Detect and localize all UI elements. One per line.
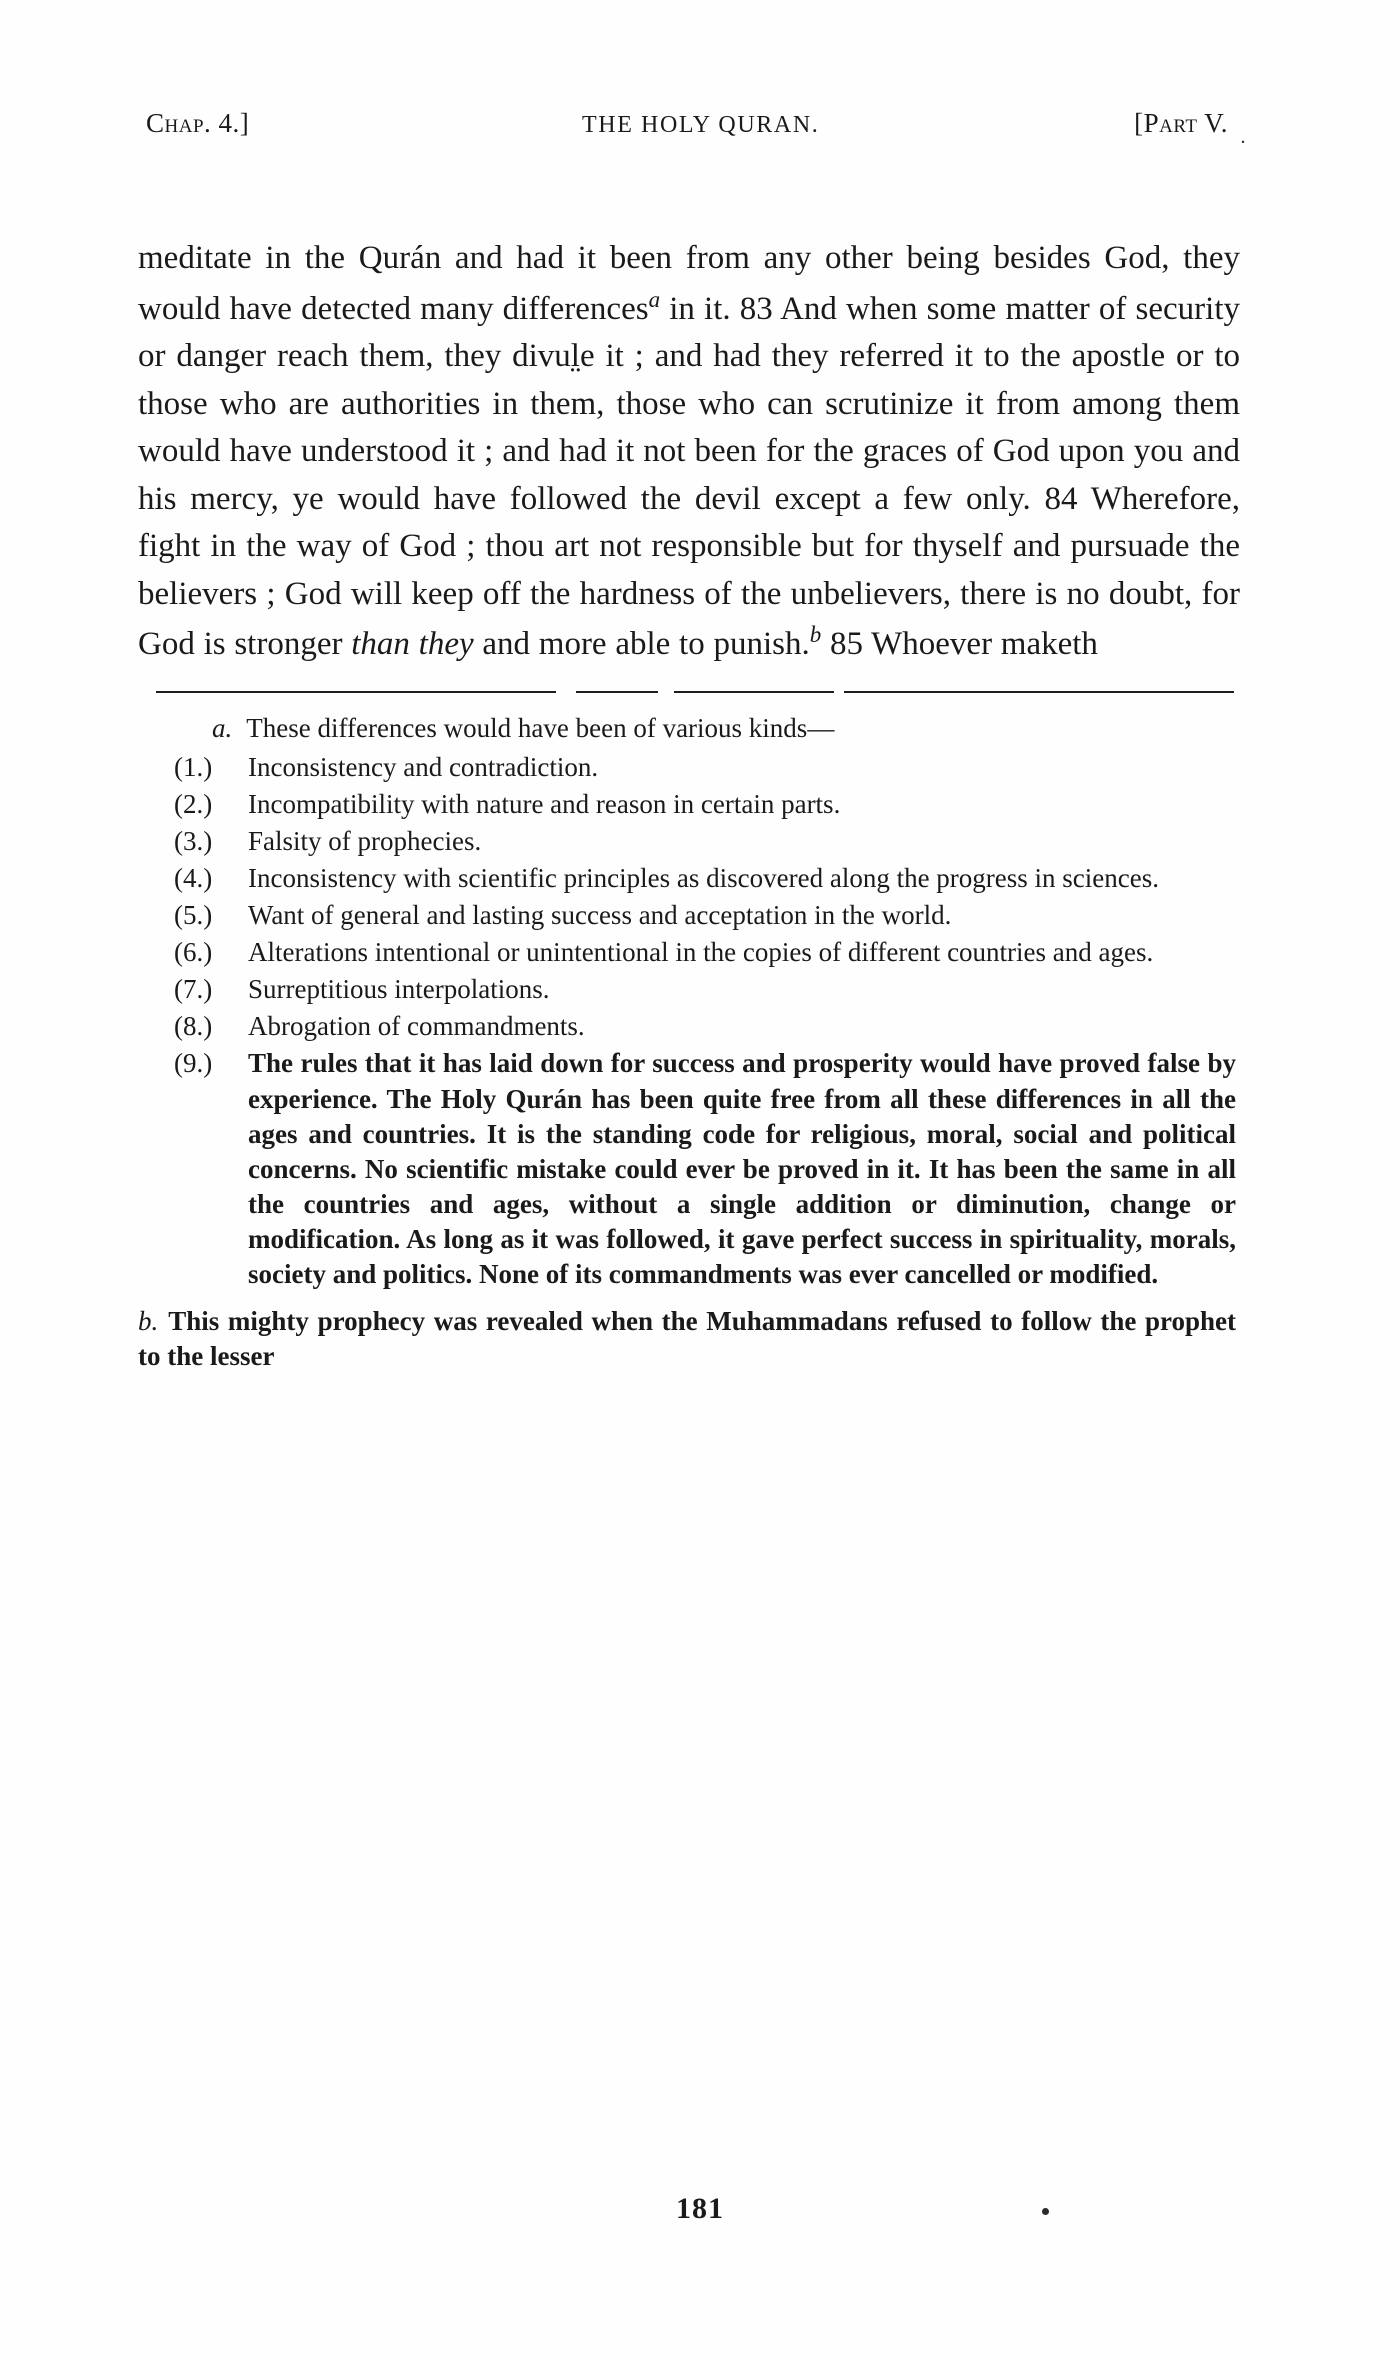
footnote-list-item [138,1009,1236,1044]
footnote-item-text: Surreptitious interpolations. [248,974,550,1005]
running-head [146,108,1246,148]
footnote-b-text: This mighty prophecy was revealed when the Muhammadans refused to follow the prophet to the lesser [138,1306,1236,1372]
footnote-list-item [138,898,1236,933]
page-content [138,108,1248,1374]
body-text-italic-than: than they [351,626,474,663]
footnote-item-number: (6.) [174,937,213,968]
footnote-a-heading [212,711,1236,746]
footnote-item-number: (1.) [174,751,213,782]
footnote-item-number: (5.) [174,900,213,931]
footnote-list-item [138,972,1236,1007]
footnote-item-number: (9.) [174,1048,213,1079]
footnote-item-text: Incompatibility with nature and reason in certain parts. [248,788,841,819]
footnote-item-number: (3.) [174,825,213,856]
footnote-item-text: Want of general and lasting success and acceptation in the world. [248,900,952,931]
running-head-part [1134,108,1246,148]
body-text-part-2: in it. 83 And when some matter of security or danger reach them, they divul̤e it ; and had they referred it to the apostle or to those who are authorities in them, those who can scrutinize it from among them would have understood it ; and had it not been for the graces of God upon you and his mercy, ye would have followed the devil except a few only. 84 Wherefore, fight in the way of God ; thou art not responsible but for thyself and pursuade the believers ; God will keep off the hardness of the unbelievers, there is no doubt, for God is stronger [138,290,1240,663]
footnote-item-number: (4.) [174,863,213,894]
footnote-item-text: Falsity of prophecies. [248,825,482,856]
footnote-item-text: Inconsistency with scientific principles as discovered along the progress in sciences. [248,863,1159,894]
footnote-list-item [138,750,1236,785]
footnote-marker-a: a [648,286,661,312]
body-text-part-3: and more able to punish. [473,626,810,663]
footnote-list-item [138,861,1236,896]
running-head-title: THE HOLY QURAN. [582,112,820,138]
footnote-item-number: (7.) [174,974,213,1005]
stray-ink-mark [1042,2208,1049,2215]
body-paragraph [138,235,1240,669]
running-head-chapter: Chap. 4.] [146,108,250,138]
footnote-list-item [138,824,1236,859]
footnote-a-text: These differences would have been of various kinds— [246,712,835,743]
footnote-item-number: (2.) [174,788,213,819]
stray-mark: . [1240,126,1246,148]
footnote-list-item [138,787,1236,822]
footnote-b-label: b. [138,1306,159,1337]
footnote-item-text: Inconsistency and contradiction. [248,751,599,782]
footnote-item-text: Abrogation of commandments. [248,1011,585,1042]
body-text-part-4: 85 Whoever maketh [821,626,1098,663]
footnote-list-item [138,1046,1236,1292]
footnote-item-number: (8.) [174,1011,213,1042]
main-body-text [138,235,1240,669]
footnote-separator-rule [144,689,1236,695]
footnote-b [138,1304,1236,1374]
footnote-item-text: The rules that it has laid down for success and prosperity would have proved false by experience. The Holy Qurán has been quite free from all these differences in all the ages and countries. It is the standing code for religious, moral, social and political concerns. No scientific mistake could ever be proved in it. It has been the same in all the countries and ages, without a single addition or diminution, change or modification. As long as it was followed, it gave perfect success in spirituality, morals, society and politics. None of its commandments was ever cancelled or modified. [248,1048,1236,1290]
footnote-block [138,711,1236,1375]
page-number: 181 [676,2192,724,2225]
footnote-a-label: a. [212,712,233,743]
running-head-part-label: [Part V. [1134,108,1228,138]
footnote-item-text: Alterations intentional or unintentional in the copies of different countries and ages. [248,937,1154,968]
footnote-marker-b: b [809,622,822,648]
body-text-part-1: meditate in the Qurán and had it been from any other being besides God, they would have detected many differences [138,240,1240,327]
footnote-list-item [138,935,1236,970]
